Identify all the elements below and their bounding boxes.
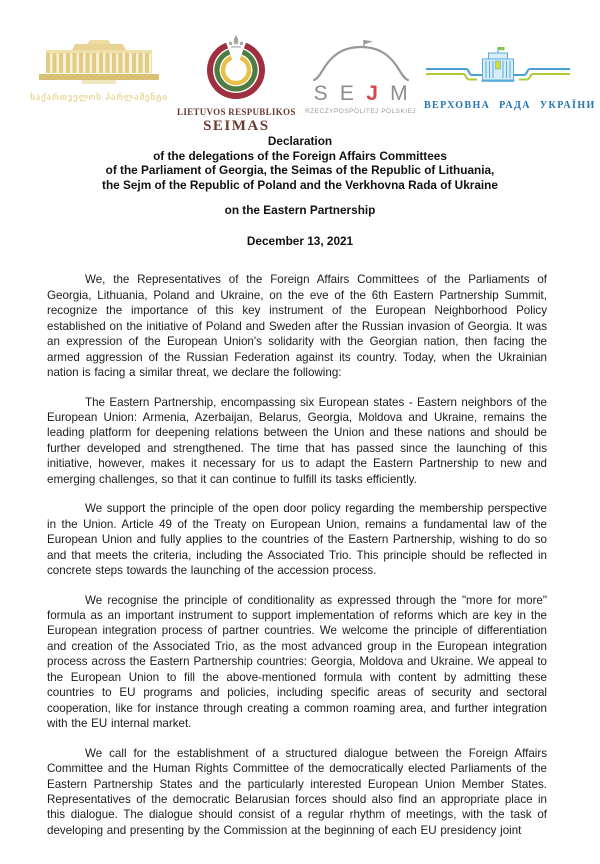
georgia-building-icon xyxy=(30,40,168,84)
rada-building-icon xyxy=(425,46,571,90)
sejm-letter: M xyxy=(390,82,408,105)
paragraph-1: We, the Representatives of the Foreign Affairs Committees of the Parliaments of Georgia, Lithuania, Poland and Ukraine, on the eve of the 6th Eastern Partnership Summit, recognize the importance of this key instrument of the European Neighborhood Policy established on the initiative of Poland and Sweden after the Russian invasion of Georgia. It was an expression of the European Union's solidarity with the Georgian nation, then facing the armed aggression of the Russian Federation against its country. Today, when the Ukrainian nation is facing a similar threat, we declare the following: xyxy=(47,273,547,380)
poland-sejm-logo xyxy=(305,38,417,115)
document-date: December 13, 2021 xyxy=(246,234,354,249)
header-logos xyxy=(0,0,600,134)
title-line: Declaration xyxy=(267,134,333,148)
vytis-emblem-icon xyxy=(229,35,243,48)
georgia-parliament-logo xyxy=(30,40,168,103)
document-title xyxy=(0,134,600,192)
sejm-letter-red: J xyxy=(366,82,378,105)
paragraph-3: We support the principle of the open door policy regarding the membership perspective in the Union. Article 49 of the Treaty on European Union, remains a fundamental law of the European Union and fully applies to the countries of the Eastern Partnership, wishing to do so and that meets the criteria, including the Associated Trio. This principle should be reflected in concrete steps towards the launching of the accession process. xyxy=(47,502,547,578)
title-line: of the Parliament of Georgia, the Seimas of the Republic of Lithuania, xyxy=(105,163,495,178)
georgia-caption: საქართველოს პარლამენტი xyxy=(30,93,168,103)
document-body xyxy=(47,272,547,838)
sejm-wordmark xyxy=(314,83,408,104)
title-line: of the delegations of the Foreign Affairs Committees xyxy=(153,148,447,163)
document-subtitle: on the Eastern Partnership xyxy=(224,203,376,218)
title-line: the Sejm of the Republic of Poland and the Verkhovna Rada of Ukraine xyxy=(102,177,498,192)
paragraph-5: We call for the establishment of a structured dialogue between the Foreign Affairs Committee and the Human Rights Committee of the democratically elected Parliaments of the Eastern Partnership States and the particularly interested European Union Member States. Representatives of the democratic Belarusian forces should also find an appropriate place in this dialogue. The dialogue should consist of a regular rhythm of meetings, with the task of developing and presenting by the Commission at the beginning of each EU presidency joint xyxy=(47,746,547,837)
sejm-dome-icon xyxy=(306,38,416,84)
paragraph-2: The Eastern Partnership, encompassing six European states - Eastern neighbors of the European Union: Armenia, Azerbaijan, Belarus, Georgia, Moldova and Ukraine, remains the leading platform for deepening relations between the Union and these nations and should be further developed and strengthened. The time that has passed since the launching of this initiative, however, makes it necessary for us to adapt the Eastern Partnership to new and emerging challenges, so that it can continue to fulfill its tasks efficiently. xyxy=(47,395,547,486)
sejm-letter: E xyxy=(339,82,354,105)
seimas-arc-icon xyxy=(181,34,291,100)
sejm-subtitle: RZECZYPOSPOLITEJ POLSKIEJ xyxy=(305,108,417,115)
lithuania-caption-line1: LIETUVOS RESPUBLIKOS xyxy=(177,107,296,117)
paragraph-4: We recognise the principle of conditionality as expressed through the "more for more" formula as an important instrument to support implementation of reforms which are key in the European integration process of partner countries. We welcome the principle of differentiation and creation of the Associated Trio, as the most advanced group in the European integration process across the Eastern Partnership countries: Georgia, Moldova and Ukraine. We appeal to the European Union to fill the above-mentioned formula with content by admitting these countries to EU programs and policies, including specific areas of security and sectoral cooperation, like for instance through creating a common roaming area, and further integration with the EU internal market. xyxy=(47,593,547,731)
sejm-letter: S xyxy=(313,82,328,105)
lithuania-seimas-logo xyxy=(175,34,297,135)
ukraine-caption: ВЕРХОВНА РАДА УКРАЇНИ xyxy=(423,100,596,111)
ukraine-rada-logo xyxy=(423,46,596,111)
lithuania-caption-line2: SEIMAS xyxy=(203,118,270,134)
